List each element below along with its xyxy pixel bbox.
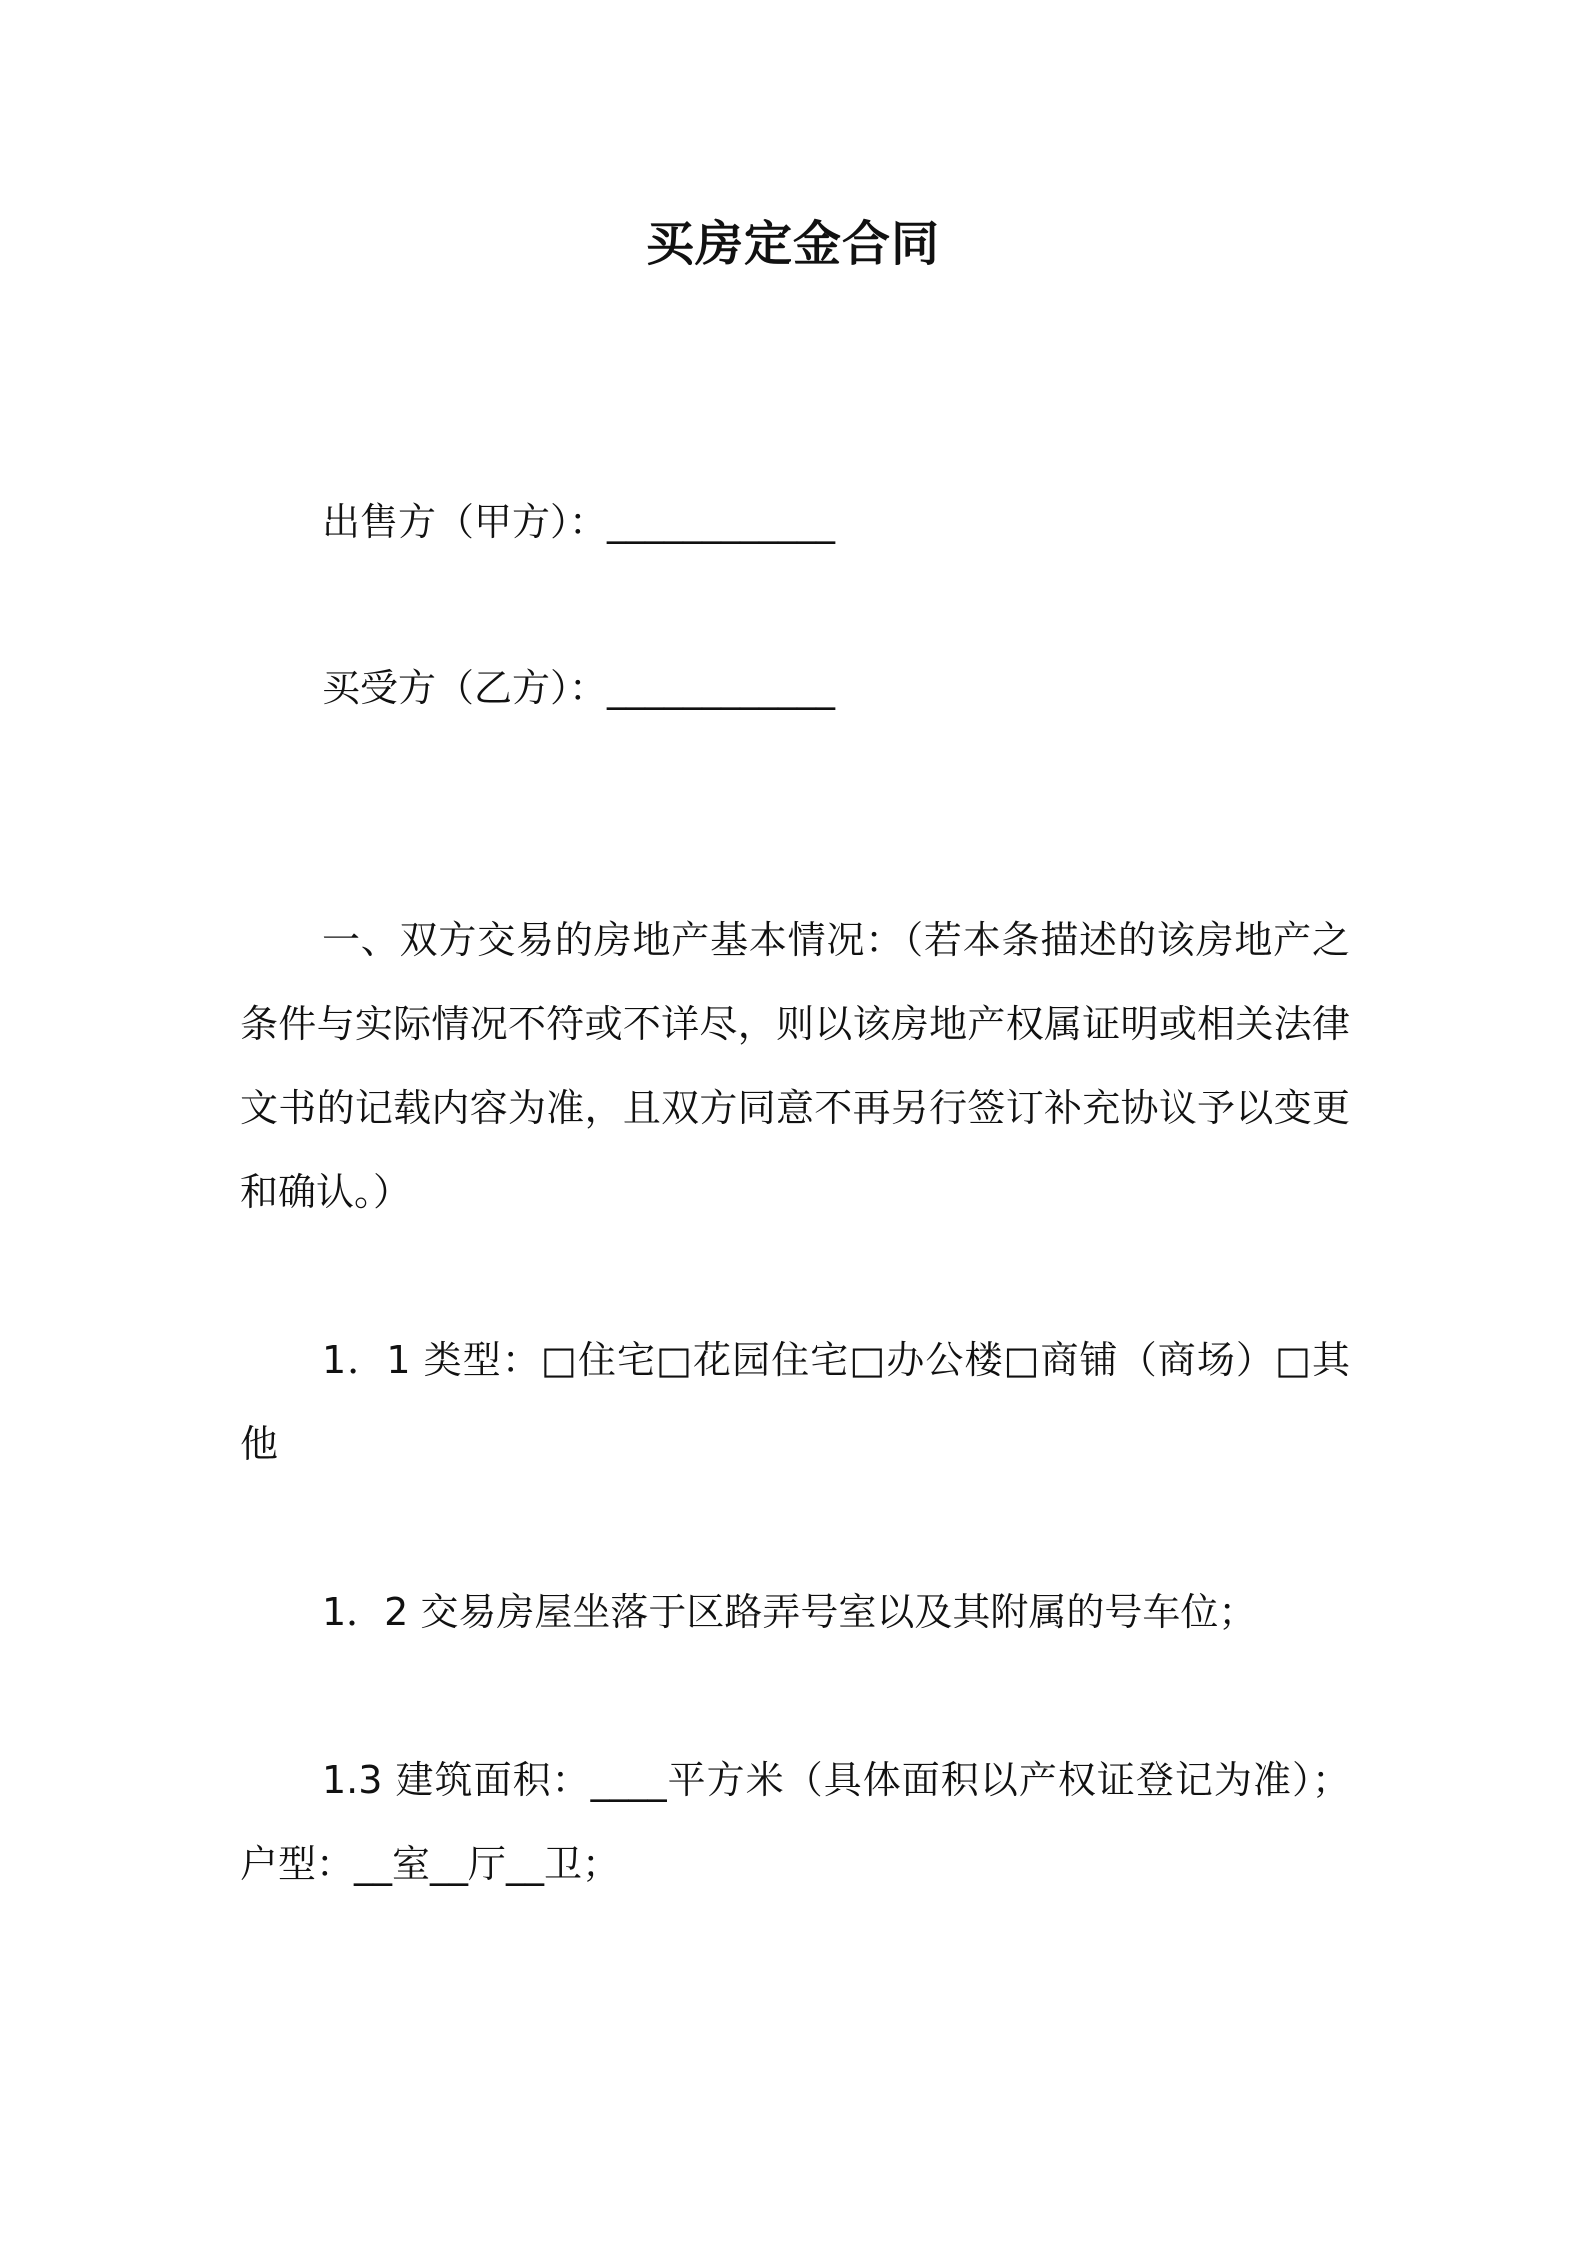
section-1-paragraph: 一、双方交易的房地产基本情况：（若本条描述的该房地产之条件与实际情况不符或不详尽，则以该房地产权属证明或相关法律文书的记载内容为准，且双方同意不再另行签订补充协议予以变更和确认。） (240, 918, 1350, 1214)
document-title: 买房定金合同 (645, 216, 940, 272)
buyer-label: 买受方（乙方）： (322, 666, 608, 710)
buyer-blank: ____________ (607, 666, 836, 710)
item-1-2-paragraph: 1．2 交易房屋坐落于区路弄号室以及其附属的号车位； (322, 1590, 1257, 1634)
seller-line (240, 480, 1432, 564)
buyer-line (240, 646, 1432, 730)
seller-blank: ____________ (607, 500, 836, 544)
item-1-3-paragraph: 1.3 建筑面积：____平方米（具体面积以产权证登记为准）；户型：__室__厅__卫； (240, 1758, 1350, 1886)
seller-label: 出售方（甲方）： (322, 500, 608, 544)
item-1-1-paragraph: 1．1 类型：□住宅□花园住宅□办公楼□商铺（商场）□其他 (240, 1338, 1350, 1466)
